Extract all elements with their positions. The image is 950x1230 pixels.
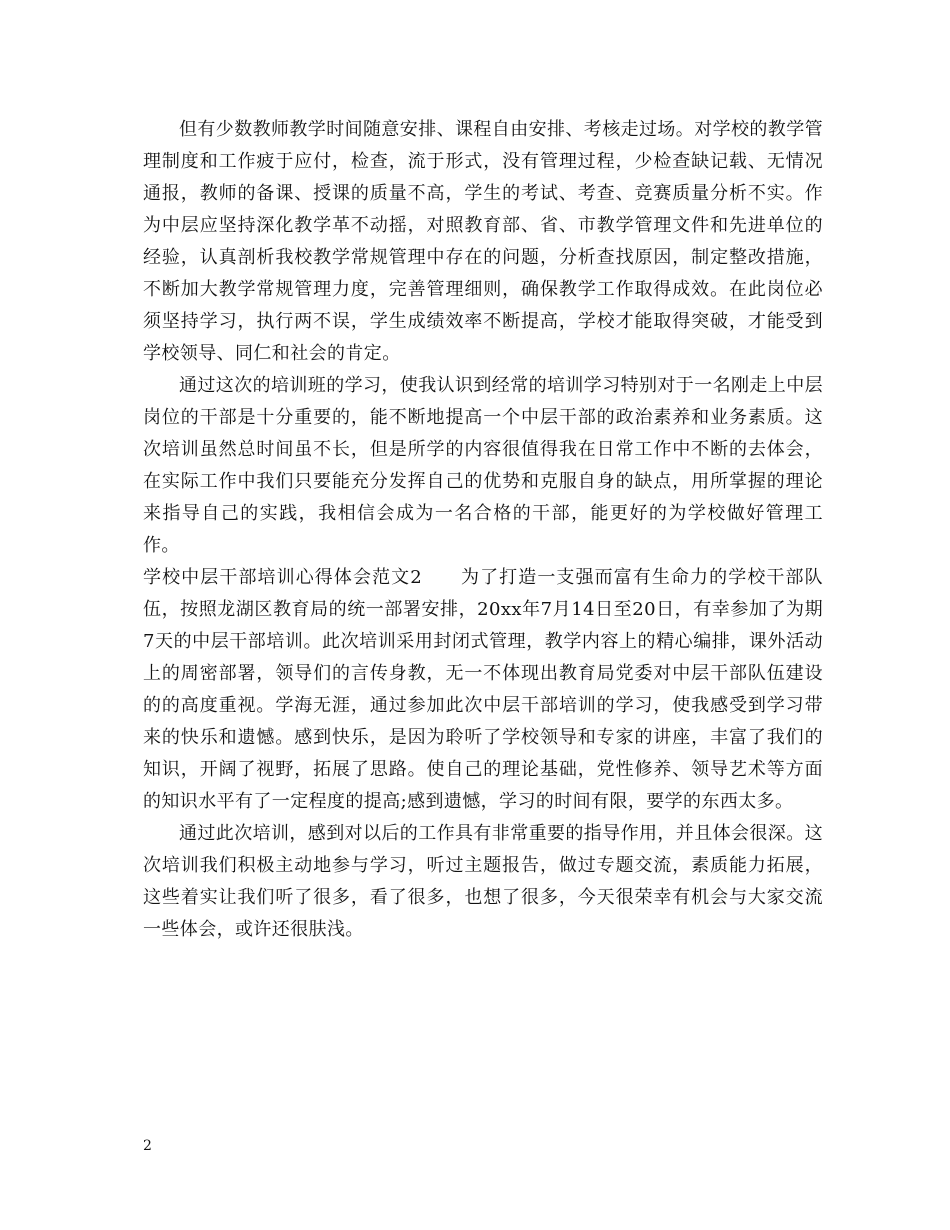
paragraph-3: 学校中层干部培训心得体会范文2 为了打造一支强而富有生命力的学校干部队伍，按照龙湖区教育局的统一部署安排，20xx年7月14日至20日，有幸参加了为期7天的中层干部培训。此次培训采用封闭式管理，教学内容上的精心编排，课外活动上的周密部署，领导们的言传身教，无一不体现出教育局党委对中层干部队伍建设的的高度重视。学海无涯，通过参加此次中层干部培训的学习，使我感受到学习带来的快乐和遗憾。感到快乐，是因为聆听了学校领导和专家的讲座，丰富了我们的知识，开阔了视野，拓展了思路。使自己的理论基础，党性修养、领导艺术等方面的知识水平有了一定程度的提高;感到遗憾，学习的时间有限，要学的东西太多。 [143,567,823,812]
paragraph-1: 但有少数教师教学时间随意安排、课程自由安排、考核走过场。对学校的教学管理制度和工作疲于应付，检查，流于形式，没有管理过程，少检查缺记载、无情况通报，教师的备课、授课的质量不高，学生的考试、考查、竞赛质量分析不实。作为中层应坚持深化教学革不动摇，对照教育部、省、市教学管理文件和先进单位的经验，认真剖析我校教学常规管理中存在的问题，分析查找原因，制定整改措施，不断加大教学常规管理力度，完善管理细则，确保教学工作取得成效。在此岗位必须坚持学习，执行两不误，学生成绩效率不断提高，学校才能取得突破，才能受到学校领导、同仁和社会的肯定。 [143,119,823,364]
paragraph-4: 通过此次培训，感到对以后的工作具有非常重要的指导作用，并且体会很深。这次培训我们积极主动地参与学习，听过主题报告，做过专题交流，素质能力拓展，这些着实让我们听了很多，看了很多，也想了很多，今天很荣幸有机会与大家交流一些体会，或许还很肤浅。 [143,823,823,940]
document-body [143,114,823,946]
paragraph-2: 通过这次的培训班的学习，使我认识到经常的培训学习特别对于一名刚走上中层岗位的干部是十分重要的，能不断地提高一个中层干部的政治素养和业务素质。这次培训虽然总时间虽不长，但是所学的内容很值得我在日常工作中不断的去体会，在实际工作中我们只要能充分发挥自己的优势和克服自身的缺点，用所掌握的理论来指导自己的实践，我相信会成为一名合格的干部，能更好的为学校做好管理工作。 [143,375,823,556]
page-number: 2 [143,1138,152,1154]
